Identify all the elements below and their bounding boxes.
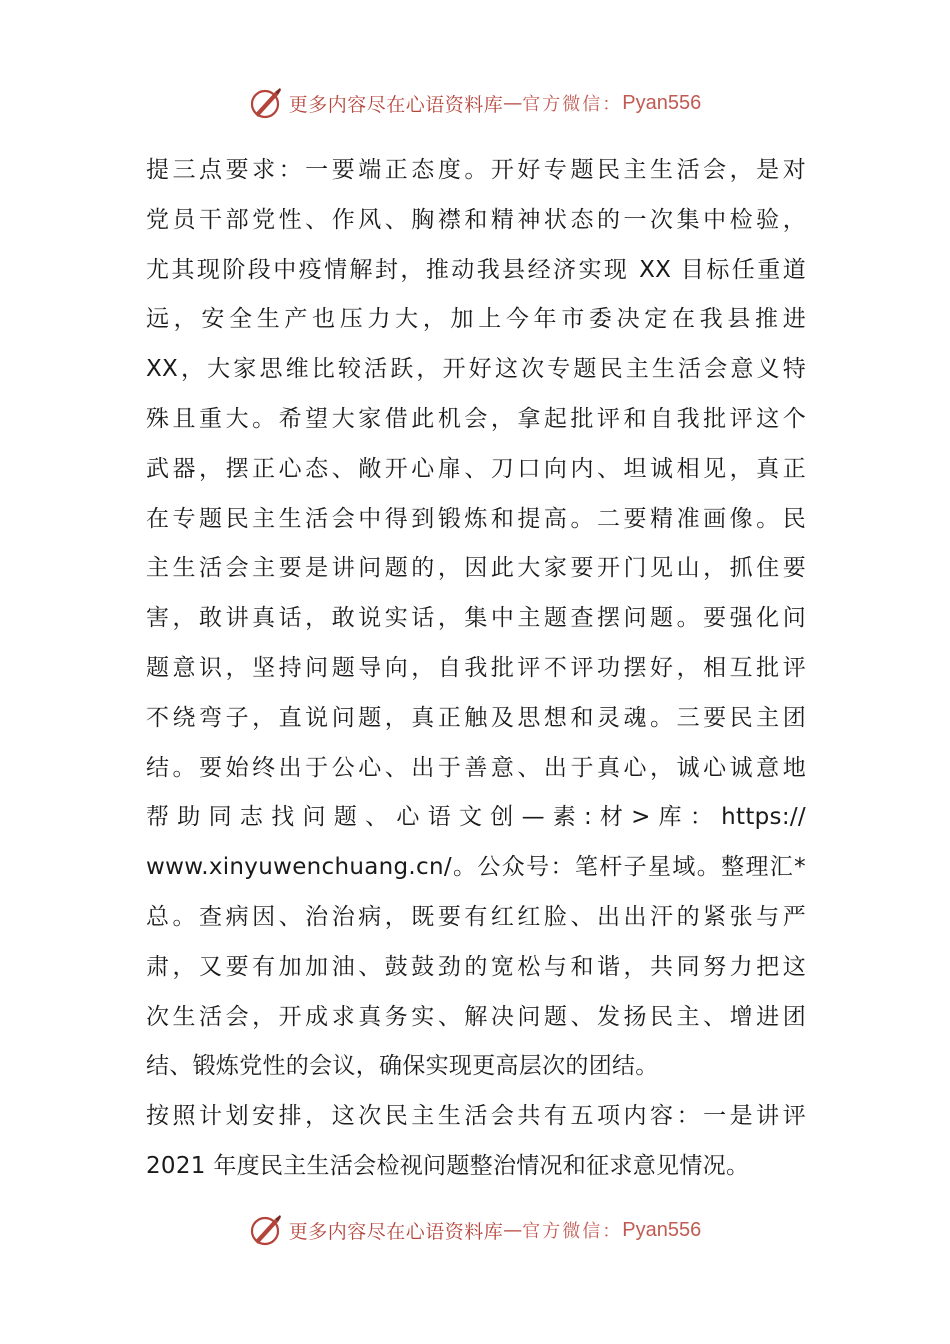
banner-separator: —	[503, 1219, 523, 1241]
body-line: 题意识，坚持问题导向，自我批评不评功摆好，相互批评	[146, 654, 806, 681]
banner-wechat-label: 官方微信：	[522, 94, 623, 115]
body-line: 殊且重大。希望大家借此机会，拿起批评和自我批评这个	[146, 405, 806, 432]
banner-tagline: 更多内容尽在心语资料库	[288, 1220, 504, 1243]
body-line: 不绕弯子，直说问题，真正触及思想和灵魂。三要民主团	[146, 704, 806, 731]
body-line: 远，安全生产也压力大，加上今年市委决定在我县推进	[146, 306, 806, 333]
body-line: 帮 助 同 志 找 问 题 、 心 语 文 创 — 素 : 材 > 库 ： https://	[146, 804, 806, 831]
body-line: www.xinyuwenchuang.cn/。公众号：笔杆子星域。整理汇*	[146, 854, 806, 881]
body-line: 害，敢讲真话，敢说实话，集中主题查摆问题。要强化问	[146, 605, 806, 632]
banner-tagline: 更多内容尽在心语资料库	[288, 93, 504, 116]
banner-separator: —	[503, 92, 523, 114]
pen-logo-icon	[249, 1213, 283, 1247]
pen-logo-icon	[249, 86, 283, 120]
body-line: 总。查病因、治治病，既要有红红脸、出出汗的紧张与严	[146, 903, 806, 930]
body-line: 尤其现阶段中疫情解封，推动我县经济实现 XX 目标任重道	[146, 256, 806, 283]
body-line: 次生活会，开成求真务实、解决问题、发扬民主、增进团	[146, 1003, 806, 1030]
body-line: 提三点要求：一要端正态度。开好专题民主生活会，是对	[146, 157, 806, 183]
body-line: 2021 年度民主生活会检视问题整治情况和征求意见情况。	[146, 1152, 750, 1179]
body-line: 肃，又要有加加油、鼓鼓劲的宽松与和谐，共同努力把这	[146, 953, 806, 980]
body-line: 在专题民主生活会中得到锻炼和提高。二要精准画像。民	[146, 505, 806, 532]
banner-wechat-label: 官方微信：	[522, 1221, 623, 1242]
header-banner	[0, 83, 950, 123]
banner-wechat-id: Pyan556	[622, 1218, 702, 1241]
body-line: XX，大家思维比较活跃，开好这次专题民主生活会意义特	[146, 356, 806, 383]
body-line: 结、锻炼党性的会议，确保实现更高层次的团结。	[146, 1053, 659, 1080]
body-line: 按照计划安排，这次民主生活会共有五项内容：一是讲评	[146, 1103, 806, 1130]
body-line: 结。要始终出于公心、出于善意、出于真心，诚心诚意地	[146, 754, 806, 781]
body-line: 党员干部党性、作风、胸襟和精神状态的一次集中检验，	[146, 206, 806, 233]
banner-wechat-id: Pyan556	[622, 91, 702, 114]
body-line: 武器，摆正心态、敞开心扉、刀口向内、坦诚相见，真正	[146, 455, 806, 482]
footer-banner	[0, 1210, 950, 1250]
document-body	[146, 146, 806, 1192]
body-line: 主生活会主要是讲问题的，因此大家要开门见山，抓住要	[146, 555, 806, 582]
